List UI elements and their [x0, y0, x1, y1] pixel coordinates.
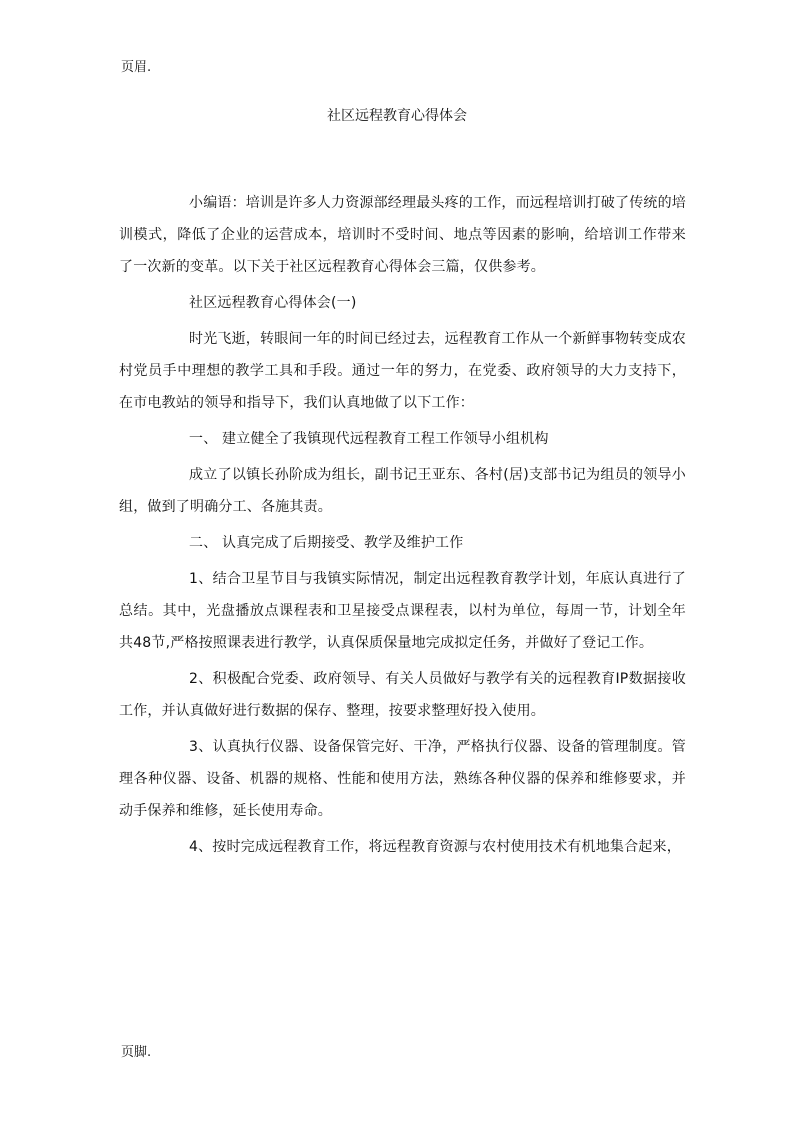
- document-body: [119, 187, 686, 863]
- section-heading-two: 二、 认真完成了后期接受、教学及维护工作: [189, 535, 464, 551]
- body-paragraph: 成立了以镇长孙阶成为组长，副书记王亚东、各村(居)支部书记为组员的领导小组，做到了明确分工、各施其责。: [119, 467, 686, 515]
- page-header: 页眉.: [121, 60, 152, 75]
- intro-paragraph: 小编语：培训是许多人力资源部经理最头疼的工作，而远程培训打破了传统的培训模式，降低了企业的运营成本，培训时不受时间、地点等因素的影响，给培训工作带来了一次新的变革。以下关于社区远程教育心得体会三篇，仅供参考。: [119, 195, 686, 275]
- list-item-3: 3、认真执行仪器、设备保管完好、干净，严格执行仪器、设备的管理制度。管理各种仪器、设备、机器的规格、性能和使用方法，熟练各种仪器的保养和维修要求，并动手保养和维修，延长使用寿命。: [119, 739, 686, 819]
- section-heading-part-one: 社区远程教育心得体会(一): [189, 295, 357, 311]
- document-title: 社区远程教育心得体会: [327, 108, 467, 124]
- page-footer: 页脚.: [121, 1045, 152, 1060]
- list-item-2: 2、积极配合党委、政府领导、有关人员做好与教学有关的远程教育IP数据接收工作，并认真做好进行数据的保存、整理，按要求整理好投入使用。: [119, 671, 686, 719]
- list-item-4: 4、按时完成远程教育工作，将远程教育资源与农村使用技术有机地集合起来，: [189, 839, 681, 855]
- body-paragraph: 时光飞逝，转眼间一年的时间已经过去，远程教育工作从一个新鲜事物转变成农村党员手中理想的教学工具和手段。通过一年的努力，在党委、政府领导的大力支持下，在市电教站的领导和指导下，我们认真地做了以下工作：: [119, 331, 686, 411]
- list-item-1: 1、结合卫星节目与我镇实际情况，制定出远程教育教学计划，年底认真进行了总结。其中，光盘播放点课程表和卫星接受点课程表，以村为单位，每周一节，计划全年共48节,严格按照课表进行教学，认真保质保量地完成拟定任务，并做好了登记工作。: [119, 571, 686, 651]
- section-heading-one: 一、 建立健全了我镇现代远程教育工程工作领导小组机构: [189, 431, 549, 447]
